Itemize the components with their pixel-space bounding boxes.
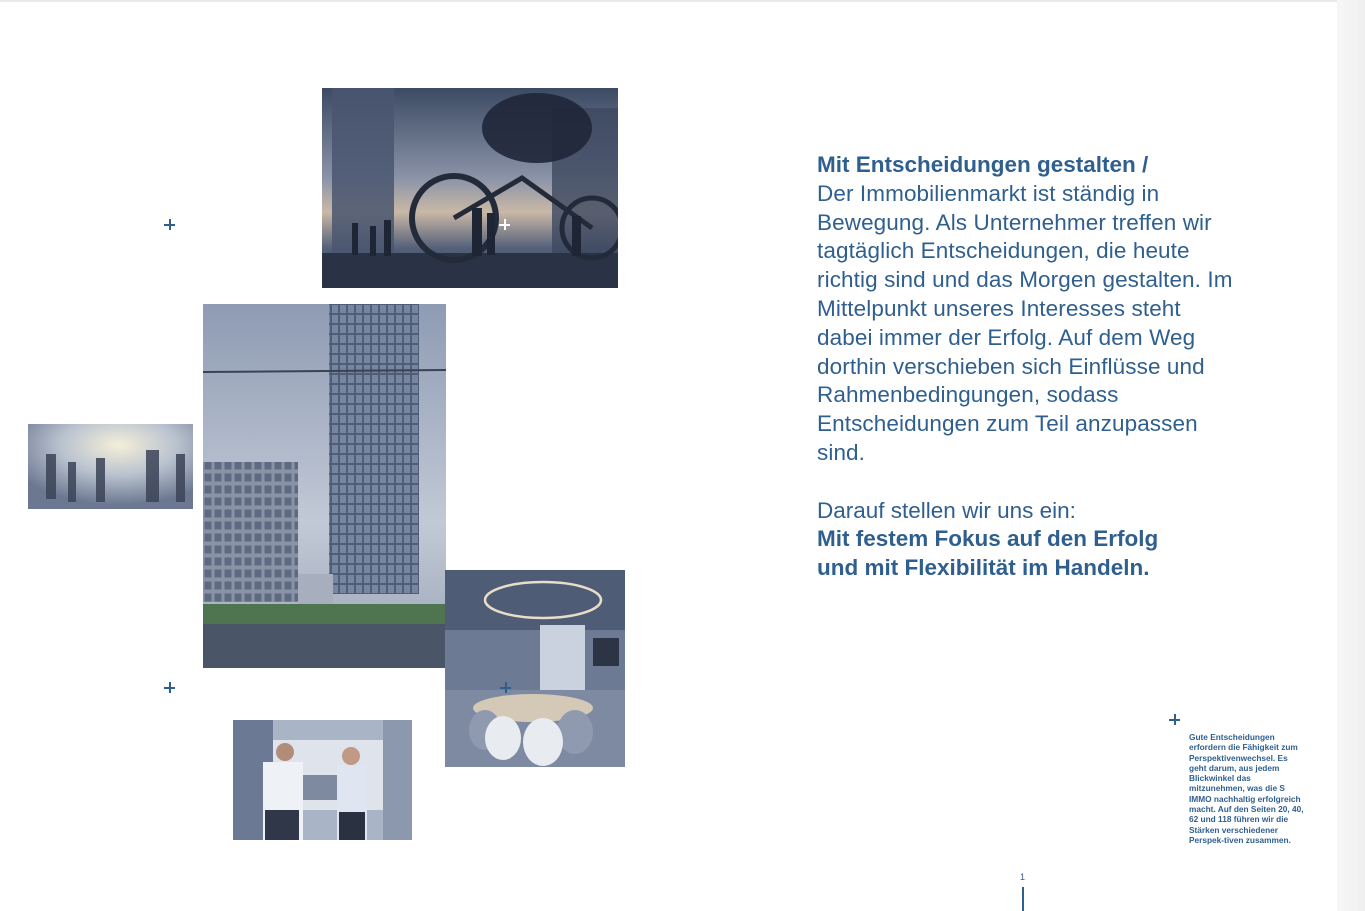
- cross-marker: [164, 219, 175, 230]
- top-edge: [0, 0, 1365, 2]
- photo-meeting-room: [445, 570, 625, 767]
- cross-marker: [500, 682, 511, 693]
- photo-office-tower: [203, 304, 446, 668]
- cross-marker: [499, 219, 510, 230]
- photo-businessmen: [233, 720, 412, 840]
- photo-cyclist-city: [322, 88, 618, 288]
- main-text-block: [817, 151, 1237, 583]
- body-paragraph: Der Immobilienmarkt ist ständig in Bewegung. Als Unternehmer treffen wir tagtäglich Entscheidungen, die heute richtig sind und das Morgen gestalten. Im Mittelpunkt unseres Interesses steht dabei immer der Erfolg. Auf dem Weg dorthin verschieben sich Einflüsse und Rahmenbedingungen, sodass Entscheidungen zum Teil anzupassen sind.: [817, 180, 1233, 465]
- intro-line: Darauf stellen wir uns ein:: [817, 497, 1076, 523]
- emphasis-statement: Mit festem Fokus auf den Erfolg und mit Flexibilität im Handeln.: [817, 526, 1159, 581]
- cross-marker: [1169, 714, 1180, 725]
- page-number-bar: [1022, 887, 1024, 911]
- side-note: Gute Entscheidungen erfordern die Fähigkeit zum Perspektivenwechsel. Es geht darum, aus jedem Blickwinkel das mitzunehmen, was die S IMMO nachhaltig erfolgreich macht. Auf den Seiten 20, 40, 62 und 118 führen wir die Stärken verschiedener Perspek-tiven zusammen.: [1189, 732, 1304, 845]
- cross-marker: [164, 682, 175, 693]
- page-number: 1: [1020, 872, 1026, 882]
- photo-pedestrians: [28, 424, 193, 509]
- page-edge-shadow: [1337, 0, 1365, 911]
- section-heading: Mit Entscheidungen gestalten /: [817, 152, 1149, 177]
